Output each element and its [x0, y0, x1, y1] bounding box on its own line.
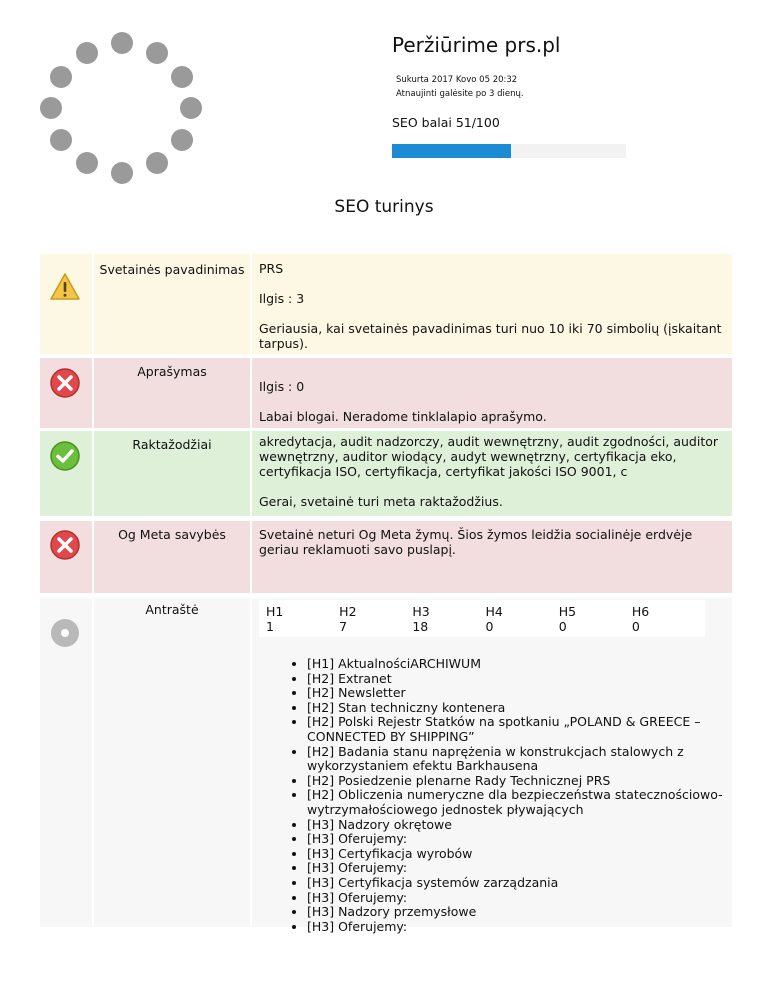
page-title: Peržiūrime prs.pl — [392, 33, 561, 57]
description-note: Labai blogai. Neradome tinklalapio aprašymo. — [259, 409, 547, 424]
site-name-note: Geriausia, kai svetainės pavadinimas turi nuo 10 iki 70 simbolių (įskaitant tarpus). — [259, 321, 722, 351]
list-item: • [H2] Extranet — [307, 672, 732, 687]
list-item: • [H2] Badania stanu naprężenia w konstrukcjach stalowych z wykorzystaniem efektu Barkhausena — [307, 745, 732, 774]
list-item: • [H1] AktualnościARCHIWUM — [307, 657, 732, 672]
list-item: • [H3] Certyfikacja systemów zarządzania — [307, 876, 732, 891]
seo-score-bar — [392, 144, 626, 158]
heading-count-col: H4 0 — [485, 604, 503, 634]
list-item: • [H2] Polski Rejestr Statków na spotkaniu „POLAND & GREECE – CONNECTED BY SHIPPING” — [307, 715, 732, 744]
heading-count-table — [259, 600, 705, 637]
seo-score-fill — [392, 144, 511, 158]
list-item: • [H3] Oferujemy: — [307, 861, 732, 876]
created-date: Sukurta 2017 Kovo 05 20:32 — [396, 75, 518, 85]
list-item: • [H3] Nadzory okrętowe — [307, 818, 732, 833]
list-item: • [H2] Stan techniczny kontenera — [307, 701, 732, 716]
row-label: Svetainės pavadinimas — [92, 254, 252, 354]
row-label: Aprašymas — [92, 358, 252, 428]
keywords-note: Gerai, svetainė turi meta raktažodžius. — [259, 494, 503, 509]
list-item: • [H3] Oferujemy: — [307, 891, 732, 906]
row-site-name — [40, 254, 732, 354]
list-item: • [H2] Obliczenia numeryczne dla bezpieczeństwa statecznościowo-wytrzymałościowego jednostek pływających — [307, 788, 732, 817]
row-headings — [40, 598, 732, 934]
description-length: Ilgis : 0 — [259, 379, 305, 394]
row-keywords — [40, 431, 732, 516]
heading-list — [259, 657, 732, 934]
report-header — [0, 0, 768, 217]
list-item: • [H3] Nadzory przemysłowe — [307, 905, 732, 920]
list-item: • [H2] Posiedzenie plenarne Rady Technicznej PRS — [307, 774, 732, 789]
row-og-meta — [40, 521, 732, 593]
list-item: • [H2] Newsletter — [307, 686, 732, 701]
heading-count-col: H6 0 — [631, 604, 650, 634]
site-name-value: PRS — [259, 261, 284, 276]
heading-count-col: H5 0 — [558, 604, 577, 634]
update-notice: Atnaujinti galėsite po 3 dienų. — [396, 89, 524, 99]
heading-count-col: H1 1 — [266, 604, 284, 634]
row-label: Raktažodžiai — [92, 431, 252, 516]
row-label: Antraštė — [92, 598, 252, 927]
list-item: • [H3] Certyfikacja wyrobów — [307, 847, 732, 862]
keywords-value: akredytacja, audit nadzorczy, audit wewnętrzny, audit zgodności, auditor wewnętrzny, auditor wiodący, audyt wewnętrzny, certyfikacja eko, certyfikacja ISO, certyfikacja, certyfikat jakości ISO 9001, c — [259, 434, 719, 479]
warning-icon — [49, 271, 81, 303]
info-dot-icon — [49, 617, 81, 649]
error-icon — [49, 367, 81, 399]
heading-count-col: H3 18 — [412, 604, 430, 634]
check-icon — [49, 440, 81, 472]
og-meta-note: Svetainė neturi Og Meta žymų. Šios žymos leidžia socialinėje erdvėje geriau reklamuoti savo puslapį. — [259, 527, 693, 557]
site-name-length: Ilgis : 3 — [259, 291, 305, 306]
row-description — [40, 358, 732, 428]
list-item: • [H3] Oferujemy: — [307, 832, 732, 847]
loading-spinner-icon — [38, 32, 206, 184]
error-icon — [49, 529, 81, 561]
list-item: • [H3] Oferujemy: — [307, 920, 732, 935]
heading-count-col: H2 7 — [339, 604, 357, 634]
row-label: Og Meta savybės — [92, 521, 252, 593]
seo-score-label: SEO balai 51/100 — [392, 115, 500, 130]
section-title: SEO turinys — [334, 197, 434, 217]
